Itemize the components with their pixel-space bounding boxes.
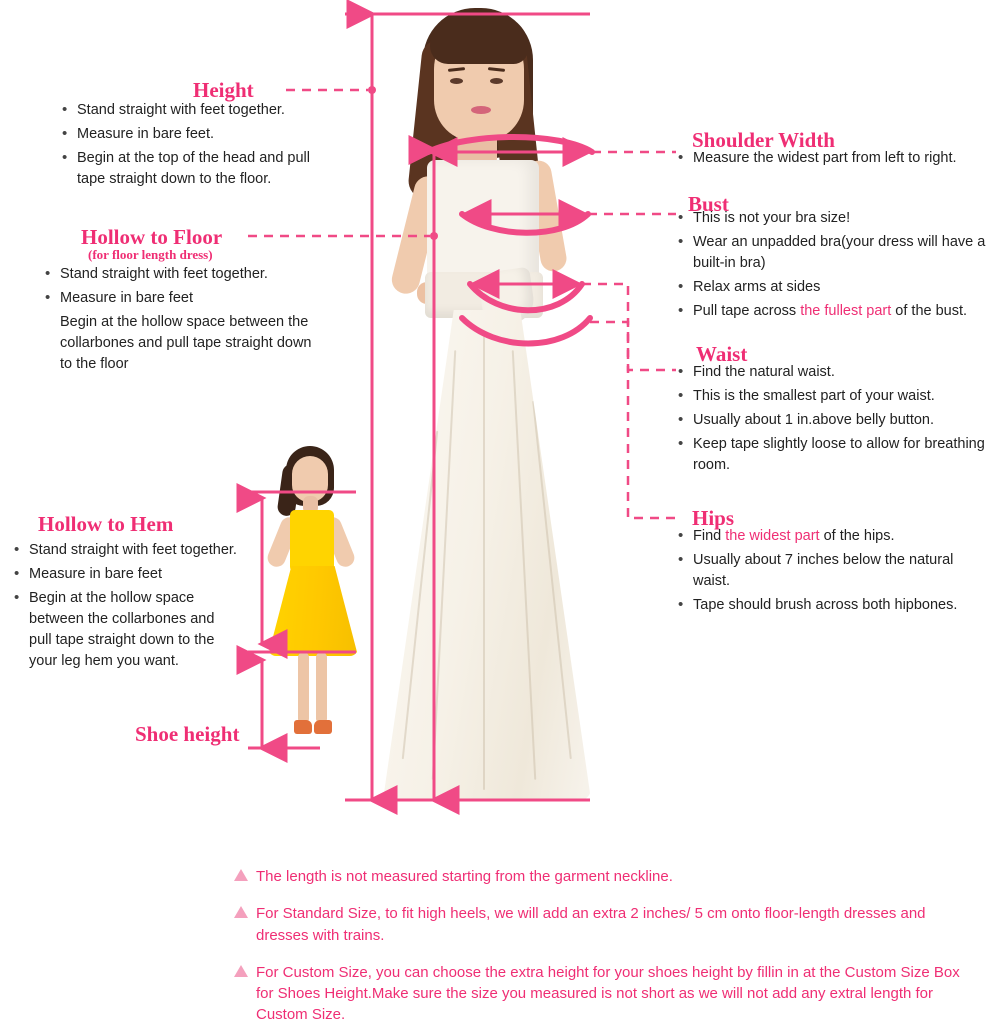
list-item: • This is not your bra size! (678, 208, 1000, 229)
waist-bullets (678, 362, 988, 479)
hips-measure-line (462, 318, 676, 518)
list-item: • Wear an unpadded bra(your dress will have a built-in bra) (678, 232, 1000, 274)
shoe-height-measure-line (248, 660, 320, 748)
warning-triangle-icon (234, 869, 248, 881)
hollow-to-hem-measure-line (248, 492, 356, 652)
list-item: • Keep tape slightly loose to allow for breathing room. (678, 434, 988, 476)
list-item: • Stand straight with feet together. (14, 540, 239, 561)
hollow-to-hem-heading: Hollow to Hem (38, 512, 174, 536)
bust-bullets (678, 208, 1000, 325)
footer-note-text: For Custom Size, you can choose the extra height for your shoes height by fillin in at the Custom Size Box for Shoes Height.Make sure the size you measured is not short as we will not add any extral length for Custom Size. (256, 963, 960, 1024)
list-item: • Begin at the top of the head and pull tape straight down to the floor. (62, 148, 332, 190)
footer-note-text: The length is not measured starting from the garment neckline. (256, 868, 673, 885)
list-item: • Find the natural waist. (678, 362, 988, 383)
shoe-height-heading: Shoe height (135, 722, 240, 746)
footer-note-text: For Standard Size, to fit high heels, we will add an extra 2 inches/ 5 cm onto floor-length dresses and dresses with trains. (256, 905, 926, 944)
shoulder-width-measure-line (428, 137, 676, 152)
footer-notes (234, 866, 974, 1024)
warning-triangle-icon (234, 906, 248, 918)
height-bullets (62, 100, 332, 193)
hips-heading: Hips (692, 506, 735, 530)
list-item: • Relax arms at sides (678, 277, 1000, 298)
hips-bullets (678, 526, 990, 619)
footer-note (234, 903, 974, 946)
height-heading: Height (193, 78, 254, 102)
waist-heading: Waist (696, 342, 748, 366)
list-item: • This is the smallest part of your waist. (678, 386, 988, 407)
hollow-to-floor-heading: Hollow to Floor (81, 225, 223, 249)
list-item: • Usually about 7 inches below the natural waist. (678, 550, 990, 592)
list-item: • Measure in bare feet (14, 564, 239, 585)
hollow-to-hem-bullets (14, 540, 239, 675)
hollow-to-floor-bullets (45, 264, 323, 378)
footer-note (234, 962, 974, 1024)
waist-measure-line (470, 284, 676, 370)
list-item: • Usually about 1 in.above belly button. (678, 410, 988, 431)
list-item: • Find the widest part of the hips. (678, 526, 990, 547)
hollow-to-floor-measure-line (248, 150, 438, 800)
list-item: • Measure the widest part from left to right. (678, 148, 998, 169)
bust-measure-line (462, 214, 676, 233)
hips-highlight: the widest part (725, 528, 820, 544)
shoulder-width-bullets (678, 148, 998, 172)
bust-heading: Bust (688, 192, 729, 216)
warning-triangle-icon (234, 965, 248, 977)
list-item: • Measure in bare feet (45, 288, 323, 309)
list-item: • Pull tape across the fullest part of the bust. (678, 301, 1000, 322)
hollow-to-floor-subheading: (for floor length dress) (88, 247, 213, 262)
list-item: • Stand straight with feet together. (45, 264, 323, 285)
shoulder-width-heading: Shoulder Width (692, 128, 835, 152)
list-item: Begin at the hollow space between the collarbones and pull tape straight down to the floor (60, 314, 312, 373)
list-item: • Measure in bare feet. (62, 124, 332, 145)
list-item: • Begin at the hollow space between the collarbones and pull tape straight down to the your leg hem you want. (14, 588, 239, 672)
list-item: • Stand straight with feet together. (62, 100, 332, 121)
bust-highlight: the fullest part (800, 303, 892, 320)
list-item: • Tape should brush across both hipbones. (678, 595, 990, 616)
footer-note (234, 866, 974, 887)
